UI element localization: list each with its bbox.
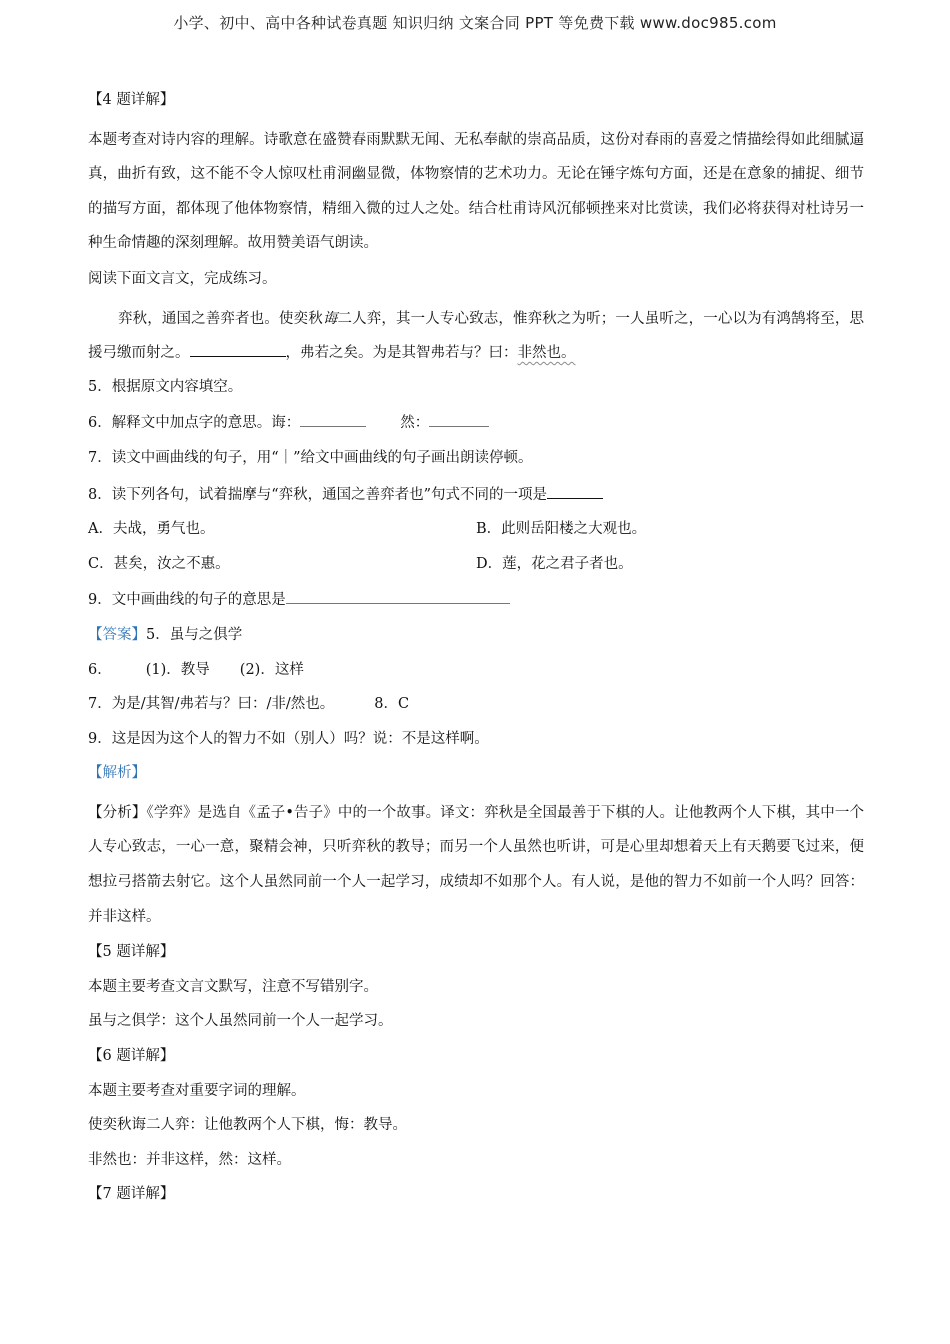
question-6-prefix: 6．解释文中加点字的意思。诲：	[88, 415, 301, 432]
answer-7: 7．为是/其智/弗若与？曰：/非/然也。	[88, 696, 335, 713]
question-8-text: 8．读下列各句，试着揣摩与“弈秋，通国之善弈者也”句式不同的一项是	[88, 486, 548, 503]
option-b[interactable]: B．此则岳阳楼之大观也。	[476, 521, 647, 538]
q7-heading: 【7 题详解】	[88, 1186, 175, 1203]
q5-detail-1: 本题主要考查文言文默写，注意不写错别字。	[88, 978, 378, 995]
question-5: 5．根据原文内容填空。	[88, 378, 243, 395]
question-9-text: 9．文中画曲线的句子的意思是	[88, 592, 286, 609]
analysis-fenxi: 【分析】《学弈》是选自《孟子•告子》中的一个故事。译文：弈秋是全国最善于下棋的人。让他教两个人下棋，其中一个人专心致志，一心一意，聚精会神，只听弈秋的教导；而另一个人虽然也听讲，可是心里却想着天上有天鹅要飞过来，便想拉弓搭箭去射它。这个人虽然同前一个人一起学习，成绩却不如那个人。有人说，是他的智力不如前一个人吗？回答：并非这样。	[88, 804, 864, 925]
question-6-ran-label: 然：	[400, 415, 430, 432]
q9-blank[interactable]	[286, 586, 510, 604]
question-8	[88, 481, 864, 507]
q4-heading: 【4 题详解】	[88, 92, 175, 108]
passage-blank[interactable]	[190, 339, 286, 357]
question-6	[88, 409, 864, 435]
analysis-tag	[88, 761, 864, 785]
answer-6-part1: (1)．教导	[145, 661, 210, 678]
dotted-char-hui: 诲	[322, 310, 338, 327]
analysis-tag-text: 【解析】	[88, 765, 146, 782]
answer-6	[88, 658, 864, 682]
option-a[interactable]: A．夫战，勇气也。	[88, 521, 215, 538]
answer-5-text: 5．虽与之俱学	[146, 626, 243, 643]
q6-detail-2: 使奕秋诲二人弈：让他教两个人下棋，悔：教导。	[88, 1117, 407, 1134]
classical-passage	[88, 302, 864, 371]
q6-heading: 【6 题详解】	[88, 1048, 175, 1065]
document-body	[88, 88, 864, 1217]
wavy-underlined-sentence: 非然也。	[517, 345, 576, 362]
q6-detail-3: 非然也：并非这样，然：这样。	[88, 1151, 291, 1168]
q5-detail-2: 虽与之俱学：这个人虽然同前一个人一起学习。	[88, 1013, 393, 1030]
q8-blank[interactable]	[547, 481, 603, 499]
passage-intro: 阅读下面文言文，完成练习。	[88, 270, 277, 287]
q8-options-row-1	[88, 517, 864, 541]
answer-tag: 【答案】	[88, 626, 146, 643]
passage-part1: 弈秋，通国之善弈者也。使奕秋	[118, 310, 323, 327]
question-9	[88, 586, 864, 612]
q6-hui-blank[interactable]	[300, 409, 366, 427]
q6-ran-blank[interactable]	[429, 409, 489, 427]
q8-options-row-2	[88, 552, 864, 576]
passage-part2: 二人弈，其一人专心致志，惟弈秋之为听；一人虽听之，一心以为有鸿鹄将至，思援弓缴而射之。	[88, 310, 865, 362]
answer-9: 9．这是因为这个人的智力不如（别人）吗？说：不是这样啊。	[88, 730, 489, 747]
answer-7-8	[88, 692, 864, 716]
answer-6-num: 6．	[88, 661, 112, 678]
page-header: 小学、初中、高中各种试卷真题 知识归纳 文案合同 PPT 等免费下载 www.doc985.com	[173, 14, 777, 32]
passage-part3: ，弗若之矣。为是其智弗若与？曰：	[285, 345, 518, 362]
answer-6-part2: (2)．这样	[239, 661, 304, 678]
answer-5	[88, 623, 864, 647]
q4-body: 本题考查对诗内容的理解。诗歌意在盛赞春雨默默无闻、无私奉献的崇高品质，这份对春雨的喜爱之情描绘得如此细腻逼真，曲折有致，这不能不令人惊叹杜甫洞幽显微，体物察情的艺术功力。无论在锤字炼句方面，还是在意象的捕捉、细节的描写方面，都体现了他体物察情，精细入微的过人之处。结合杜甫诗风沉郁顿挫来对比赏读，我们必将获得对杜诗另一种生命情趣的深刻理解。故用赞美语气朗读。	[88, 131, 864, 252]
question-7: 7．读文中画曲线的句子，用“｜”给文中画曲线的句子画出朗读停顿。	[88, 449, 533, 466]
answer-8: 8．C	[374, 696, 410, 713]
q6-detail-1: 本题主要考查对重要字词的理解。	[88, 1082, 306, 1099]
q5-heading: 【5 题详解】	[88, 944, 175, 961]
option-c[interactable]: C．甚矣，汝之不惠。	[88, 555, 230, 572]
option-d[interactable]: D．莲，花之君子者也。	[476, 555, 633, 572]
